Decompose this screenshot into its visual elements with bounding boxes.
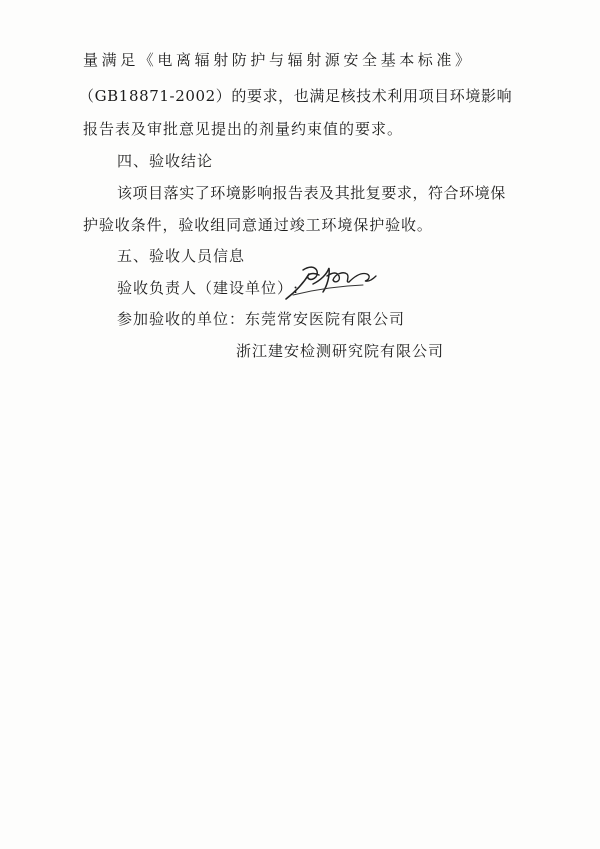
body-text-line: 量满足《电离辐射防护与辐射源安全基本标准》 [83,51,474,69]
body-text-line: 报告表及审批意见提出的剂量约束值的要求。 [83,120,404,138]
conclusion-text-line: 该项目落实了环境影响报告表及其批复要求，符合环境保 [117,184,506,202]
body-text-line: （GB18871-2002）的要求，也满足核技术利用项目环境影响 [79,87,513,105]
participating-units-label: 参加验收的单位：东莞常安医院有限公司 [117,310,406,328]
section-heading-personnel: 五、验收人员信息 [117,247,246,265]
conclusion-text-line: 护验收条件，验收组同意通过竣工环境保护验收。 [83,216,433,234]
responsible-person-label: 验收负责人（建设单位）: [117,279,300,297]
participating-unit-2: 浙江建安检测研究院有限公司 [236,342,445,360]
section-heading-conclusion: 四、验收结论 [117,152,214,170]
handwritten-signature [283,262,378,304]
